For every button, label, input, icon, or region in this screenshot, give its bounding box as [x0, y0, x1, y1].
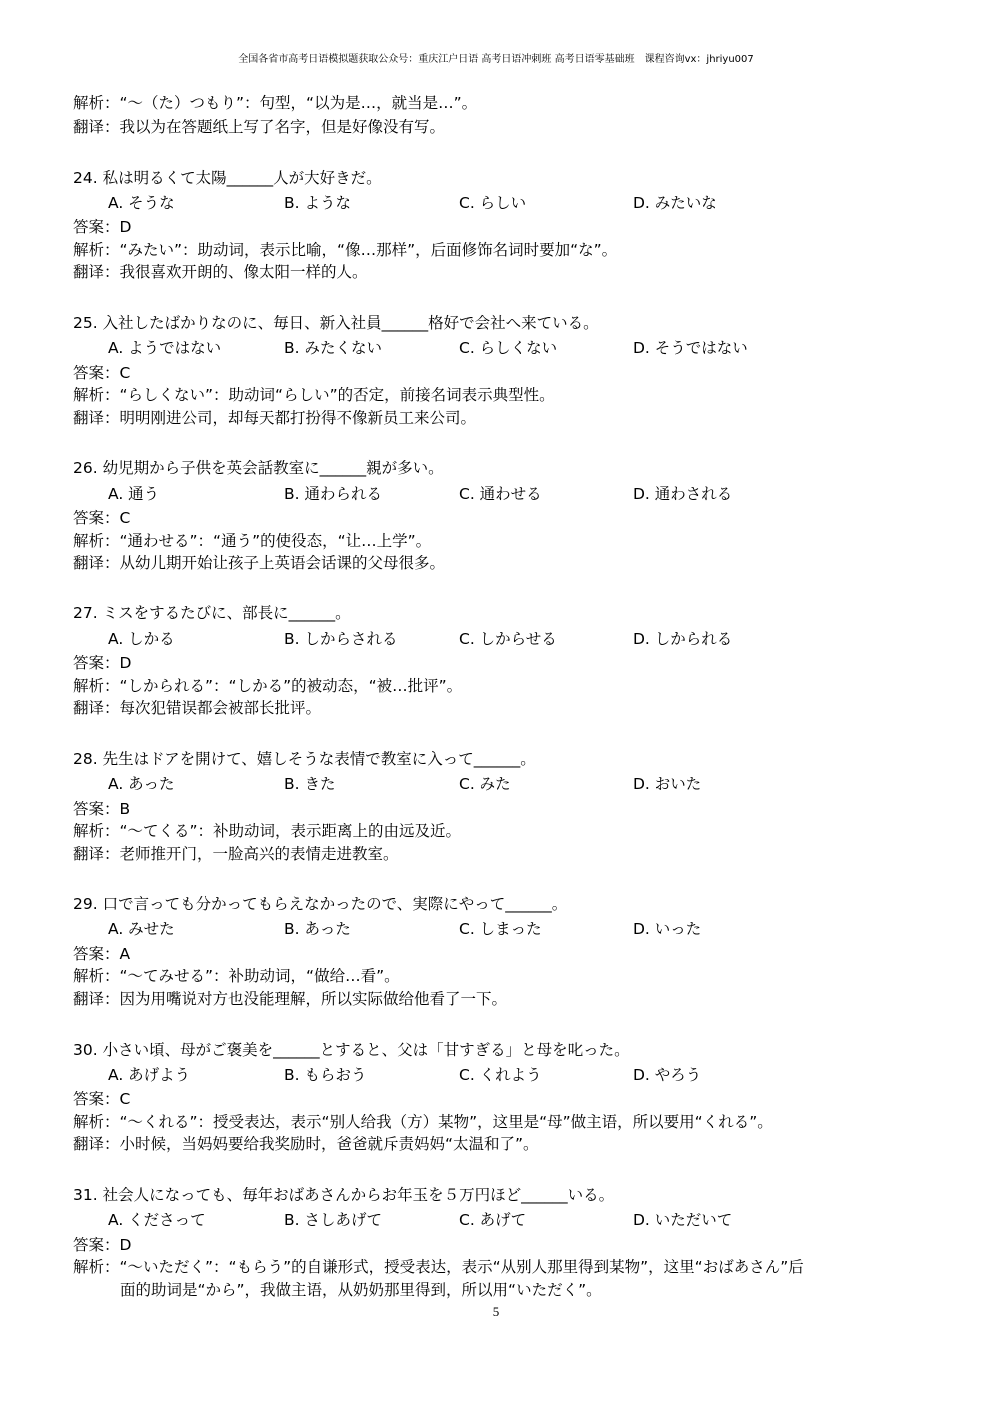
- options-28: [108, 773, 968, 795]
- option-b: B. あった: [284, 920, 351, 938]
- options-27: [108, 628, 968, 650]
- option-d: D. そうではない: [633, 339, 748, 357]
- answer-31: 答案：D: [73, 1236, 132, 1254]
- page-number: 5: [492, 1304, 500, 1319]
- option-c: C. あげて: [459, 1211, 527, 1229]
- option-c: C. しまった: [459, 920, 542, 938]
- question-30: 30. 小さい頃、母がご褒美を______とすると、父は「甘すぎる」と母を叱った。: [73, 1041, 630, 1059]
- option-b: B. もらおう: [284, 1066, 367, 1084]
- option-b: B. きた: [284, 775, 336, 793]
- analysis-25: 解析：“らしくない”：助动词“らしい”的否定，前接名词表示典型性。: [73, 386, 555, 404]
- answer-27: 答案：D: [73, 654, 132, 672]
- analysis-31: 解析：“～いただく”：“もらう”的自谦形式，授受表达，表示“从别人那里得到某物”，这里“おばあさん”后: [73, 1258, 804, 1276]
- options-30: [108, 1064, 968, 1086]
- page-header: 全国各省市高考日语模拟题获取公众号：重庆江户日语 高考日语冲刺班 高考日语零基础班 课程咨询vx：jhriyu007: [238, 54, 754, 65]
- analysis-30: 解析：“～くれる”：授受表达，表示“别人给我（方）某物”，这里是“母”做主语，所以要用“くれる”。: [73, 1113, 773, 1131]
- intro-analysis: 解析：“～（た）つもり”：句型，“以为是…，就当是…”。: [73, 94, 478, 112]
- option-d: D. しかられる: [633, 630, 733, 648]
- option-c: C. みた: [459, 775, 511, 793]
- intro-translation: 翻译：我以为在答题纸上写了名字，但是好像没有写。: [73, 118, 446, 136]
- question-26: 26. 幼児期から子供を英会話教室に______親が多い。: [73, 459, 444, 477]
- analysis-24: 解析：“みたい”：助动词，表示比喻，“像…那样”，后面修饰名词时要加“な”。: [73, 241, 618, 259]
- option-a: A. あった: [108, 775, 175, 793]
- option-d: D. おいた: [633, 775, 702, 793]
- translation-29: 翻译：因为用嘴说对方也没能理解，所以实际做给他看了一下。: [73, 990, 508, 1008]
- options-29: [108, 918, 968, 940]
- option-b: B. しからされる: [284, 630, 398, 648]
- options-25: [108, 337, 968, 359]
- option-c: C. 通わせる: [459, 485, 542, 503]
- answer-30: 答案：C: [73, 1090, 131, 1108]
- question-24: 24. 私は明るくて太陽______人が大好きだ。: [73, 169, 382, 187]
- option-b: B. 通わられる: [284, 485, 382, 503]
- option-c: C. しからせる: [459, 630, 557, 648]
- answer-24: 答案：D: [73, 218, 132, 236]
- translation-30: 翻译：小时候，当妈妈要给我奖励时，爸爸就斥责妈妈“太温和了”。: [73, 1135, 539, 1153]
- option-c: C. らしくない: [459, 339, 558, 357]
- translation-25: 翻译：明明刚进公司，却每天都打扮得不像新员工来公司。: [73, 409, 477, 427]
- question-29: 29. 口で言っても分かってもらえなかったので、実際にやって______。: [73, 895, 568, 913]
- question-25: 25. 入社したばかりなのに、毎日、新入社員______格好で会社へ来ている。: [73, 314, 599, 332]
- question-27: 27. ミスをするたびに、部長に______。: [73, 604, 351, 622]
- option-d: D. 通わされる: [633, 485, 733, 503]
- answer-26: 答案：C: [73, 509, 131, 527]
- answer-25: 答案：C: [73, 364, 131, 382]
- options-26: [108, 483, 968, 505]
- translation-27: 翻译：每次犯错误都会被部长批评。: [73, 699, 322, 717]
- option-d: D. いった: [633, 920, 702, 938]
- options-24: [108, 192, 968, 214]
- options-31: [108, 1209, 968, 1231]
- translation-24: 翻译：我很喜欢开朗的、像太阳一样的人。: [73, 263, 368, 281]
- option-b: B. ような: [284, 194, 351, 212]
- answer-29: 答案：A: [73, 945, 131, 963]
- option-b: B. みたくない: [284, 339, 382, 357]
- option-b: B. さしあげて: [284, 1211, 382, 1229]
- option-c: C. らしい: [459, 194, 527, 212]
- option-a: A. しかる: [108, 630, 175, 648]
- option-d: D. みたいな: [633, 194, 717, 212]
- analysis-26: 解析：“通わせる”：“通う”的使役态，“让…上学”。: [73, 532, 432, 550]
- translation-26: 翻译：从幼儿期开始让孩子上英语会话课的父母很多。: [73, 554, 446, 572]
- option-c: C. くれよう: [459, 1066, 542, 1084]
- option-a: A. ようではない: [108, 339, 222, 357]
- option-a: A. そうな: [108, 194, 175, 212]
- option-a: A. あげよう: [108, 1066, 191, 1084]
- question-28: 28. 先生はドアを開けて、嬉しそうな表情で教室に入って______。: [73, 750, 536, 768]
- analysis-28: 解析：“～てくる”：补助动词，表示距离上的由远及近。: [73, 822, 462, 840]
- option-a: A. 通う: [108, 485, 160, 503]
- question-31: 31. 社会人になっても、毎年おばあさんからお年玉を５万円ほど______いる。: [73, 1186, 615, 1204]
- answer-28: 答案：B: [73, 800, 131, 818]
- analysis-31-continued: 面的助词是“から”，我做主语，从奶奶那里得到，所以用“いただく”。: [120, 1281, 602, 1299]
- translation-28: 翻译：老师推开门，一脸高兴的表情走进教室。: [73, 845, 399, 863]
- analysis-27: 解析：“しかられる”：“しかる”的被动态，“被…批评”。: [73, 677, 463, 695]
- option-a: A. くださって: [108, 1211, 206, 1229]
- option-a: A. みせた: [108, 920, 175, 938]
- option-d: D. やろう: [633, 1066, 702, 1084]
- option-d: D. いただいて: [633, 1211, 733, 1229]
- analysis-29: 解析：“～てみせる”：补助动词，“做给…看”。: [73, 967, 400, 985]
